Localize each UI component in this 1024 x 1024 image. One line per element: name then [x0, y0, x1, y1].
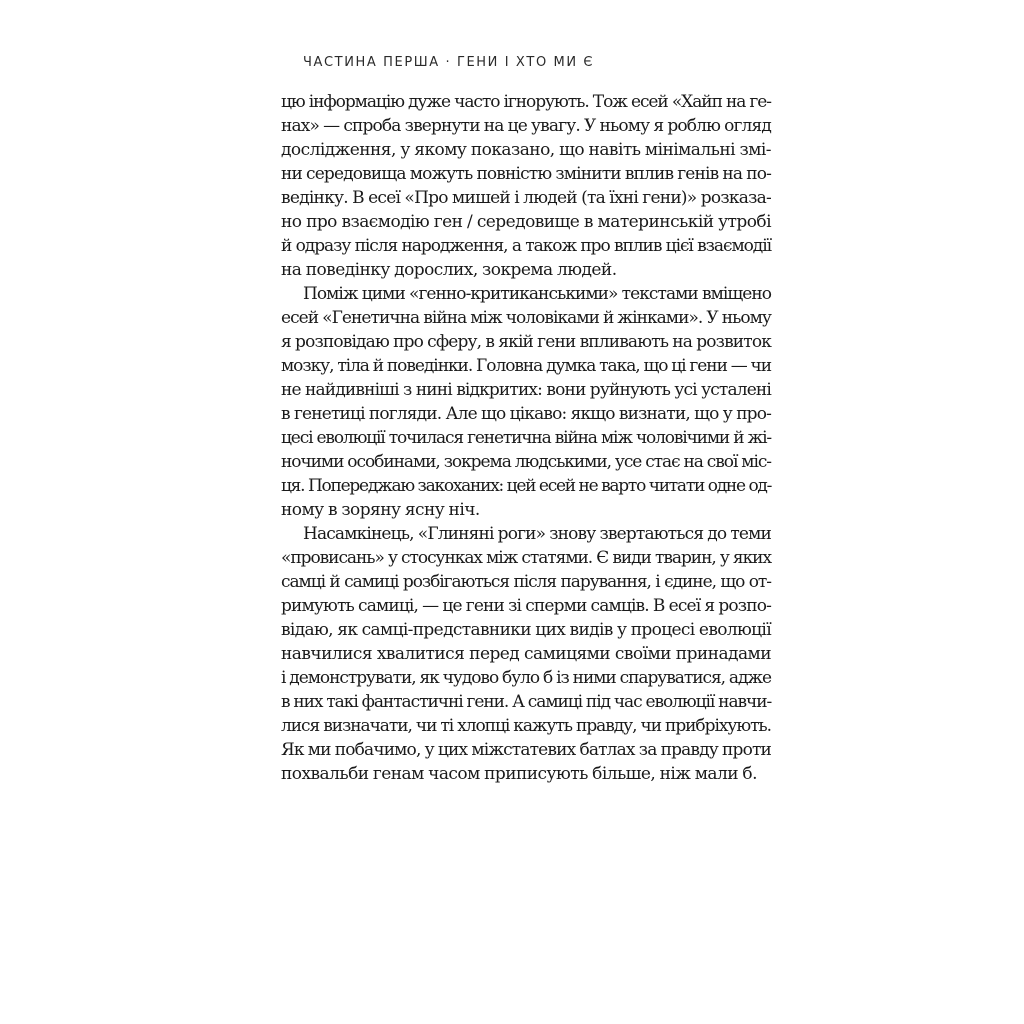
- text-line: похвальби генам часом приписують більше, ніж мали б.: [281, 764, 757, 784]
- text-line: Як ми побачимо, у цих міжстатевих батлах за правду проти: [281, 740, 771, 760]
- text-line: ця. Попереджаю закоханих: цей есей не варто читати одне од-: [281, 476, 772, 496]
- text-line: ночими особинами, зокрема людськими, усе стає на свої міс-: [281, 452, 771, 472]
- text-line: самці й самиці розбігаються після парування, і єдине, що от-: [281, 572, 771, 592]
- text-line: відаю, як самці-представники цих видів у процесі еволюції: [281, 620, 771, 640]
- text-line: дослідження, у якому показано, що навіть мінімальні змі-: [281, 140, 771, 160]
- paragraph-3: [281, 522, 771, 786]
- running-head: ЧАСТИНА ПЕРША · ГЕНИ І ХТО МИ Є: [303, 55, 595, 70]
- text-line: «провисань» у стосунках між статями. Є види тварин, у яких: [281, 548, 771, 568]
- paragraph-1: [281, 90, 771, 282]
- text-line: римують самиці, — це гени зі сперми самців. В есеї я розпо-: [281, 596, 771, 616]
- text-line: цю інформацію дуже часто ігнорують. Тож есей «Хайп на ге-: [281, 92, 771, 112]
- text-line: в генетиці погляди. Але що цікаво: якщо визнати, що у про-: [281, 404, 771, 424]
- text-line: нах» — спроба звернути на це увагу. У ньому я роблю огляд: [281, 116, 771, 136]
- text-line: есей «Генетична війна між чоловіками й жінками». У ньому: [281, 308, 771, 328]
- text-line: ни середовища можуть повністю змінити вплив генів на по-: [281, 164, 771, 184]
- paragraph-2: [281, 282, 771, 522]
- text-line: і демонструвати, як чудово було б із ними спаруватися, адже: [281, 668, 771, 688]
- text-line: навчилися хвалитися перед самицями своїми принадами: [281, 644, 771, 664]
- text-line: но про взаємодію ген / середовище в материнській утробі: [281, 212, 771, 232]
- text-line: цесі еволюції точилася генетична війна між чоловічими й жі-: [281, 428, 771, 448]
- text-line: мозку, тіла й поведінки. Головна думка така, що ці гени — чи: [281, 356, 771, 376]
- text-line: лися визначати, чи ті хлопці кажуть правду, чи прибріхують.: [281, 716, 771, 736]
- text-line: в них такі фантастичні гени. А самиці під час еволюції навчи-: [281, 692, 772, 712]
- body-text: [281, 90, 771, 786]
- text-line: на поведінку дорослих, зокрема людей.: [281, 260, 617, 280]
- text-line: не найдивніші з нині відкритих: вони руйнують усі усталені: [281, 380, 771, 400]
- text-line: Поміж цими «генно-критиканськими» текстами вміщено: [303, 284, 771, 304]
- text-line: й одразу після народження, а також про вплив цієї взаємодії: [281, 236, 771, 256]
- text-line: ному в зоряну ясну ніч.: [281, 500, 480, 520]
- text-line: ведінку. В есеї «Про мишей і людей (та їхні гени)» розказа-: [281, 188, 771, 208]
- text-line: Насамкінець, «Глиняні роги» знову звертаються до теми: [303, 524, 771, 544]
- text-line: я розповідаю про сферу, в якій гени впливають на розвиток: [281, 332, 771, 352]
